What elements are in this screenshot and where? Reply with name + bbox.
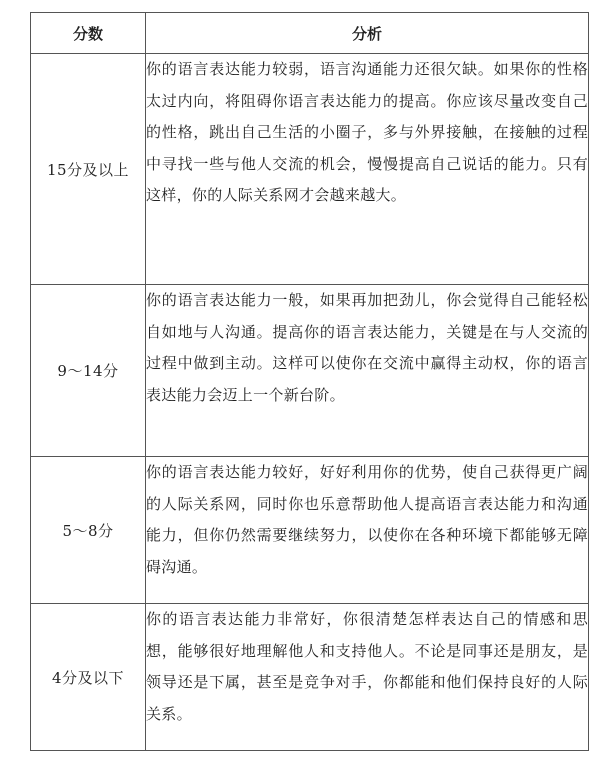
table-row (31, 54, 589, 285)
table-header-row (31, 13, 589, 54)
score-cell: 4分及以下 (31, 604, 146, 751)
score-cell: 9～14分 (31, 285, 146, 457)
score-cell: 15分及以上 (31, 54, 146, 285)
score-cell: 5～8分 (31, 457, 146, 604)
score-analysis-table (30, 12, 589, 751)
analysis-cell: 你的语言表达能力较弱，语言沟通能力还很欠缺。如果你的性格太过内向，将阻碍你语言表达能力的提高。你应该尽量改变自己的性格，跳出自己生活的小圈子，多与外界接触，在接触的过程中寻找一些与他人交流的机会，慢慢提高自己说话的能力。只有这样，你的人际关系网才会越来越大。 (146, 54, 589, 285)
header-analysis: 分析 (146, 13, 589, 54)
analysis-cell: 你的语言表达能力较好，好好利用你的优势，使自己获得更广阔的人际关系网，同时你也乐意帮助他人提高语言表达能力和沟通能力，但你仍然需要继续努力，以使你在各种环境下都能够无障碍沟通。 (146, 457, 589, 604)
table-row (31, 457, 589, 604)
header-score: 分数 (31, 13, 146, 54)
table-row (31, 604, 589, 751)
analysis-cell: 你的语言表达能力一般，如果再加把劲儿，你会觉得自己能轻松自如地与人沟通。提高你的语言表达能力，关键是在与人交流的过程中做到主动。这样可以使你在交流中赢得主动权，你的语言表达能力会迈上一个新台阶。 (146, 285, 589, 457)
analysis-cell: 你的语言表达能力非常好，你很清楚怎样表达自己的情感和思想，能够很好地理解他人和支持他人。不论是同事还是朋友，是领导还是下属，甚至是竞争对手，你都能和他们保持良好的人际关系。 (146, 604, 589, 751)
table-row (31, 285, 589, 457)
